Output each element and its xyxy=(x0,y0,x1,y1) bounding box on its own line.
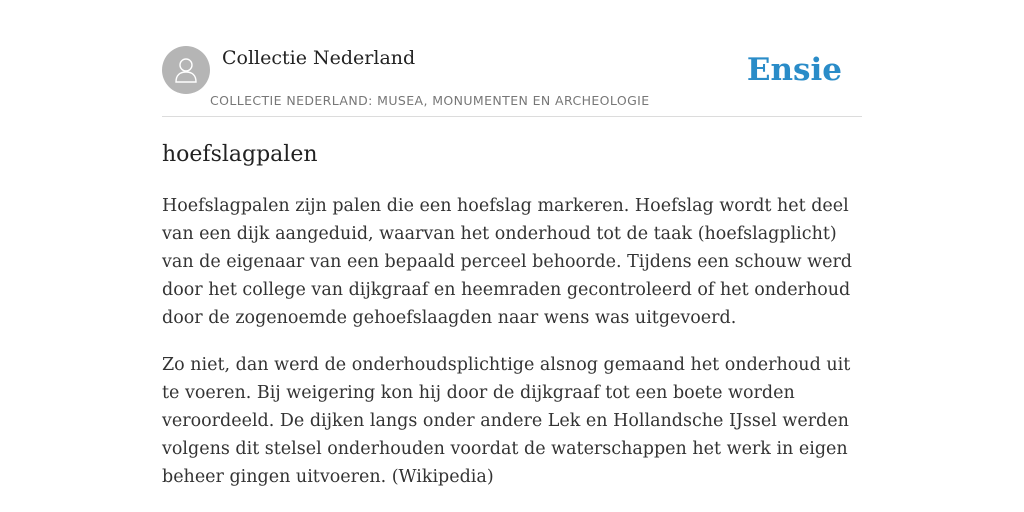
author-name[interactable]: Collectie Nederland xyxy=(222,47,416,69)
avatar[interactable] xyxy=(162,46,210,94)
page-title: hoefslagpalen xyxy=(162,142,318,167)
article-body xyxy=(162,192,864,510)
collection-subtitle[interactable]: COLLECTIE NEDERLAND: MUSEA, MONUMENTEN EN ARCHEOLOGIE xyxy=(210,93,650,108)
header xyxy=(162,46,862,117)
user-icon xyxy=(171,55,201,85)
paragraph: Hoefslagpalen zijn palen die een hoefslag markeren. Hoefslag wordt het deel van een dijk aangeduid, waarvan het onderhoud tot de taak (hoefslagplicht) van de eigenaar van een bepaald perceel behoorde. Tijdens een schouw werd door het college van dijkgraaf en heemraden gecontroleerd of het onderhoud door de zogenoemde gehoefslaagden naar wens was uitgevoerd. xyxy=(162,196,853,328)
brand-logo[interactable]: Ensie xyxy=(746,52,842,88)
paragraph: Zo niet, dan werd de onderhoudsplichtige alsnog gemaand het onderhoud uit te voeren. Bij weigering kon hij door de dijkgraaf tot een boete worden veroordeeld. De dijken langs onder andere Lek en Hollandsche IJssel werden volgens dit stelsel onderhouden voordat de waterschappen het werk in eigen beheer gingen uitvoeren. (Wikipedia) xyxy=(162,355,851,487)
